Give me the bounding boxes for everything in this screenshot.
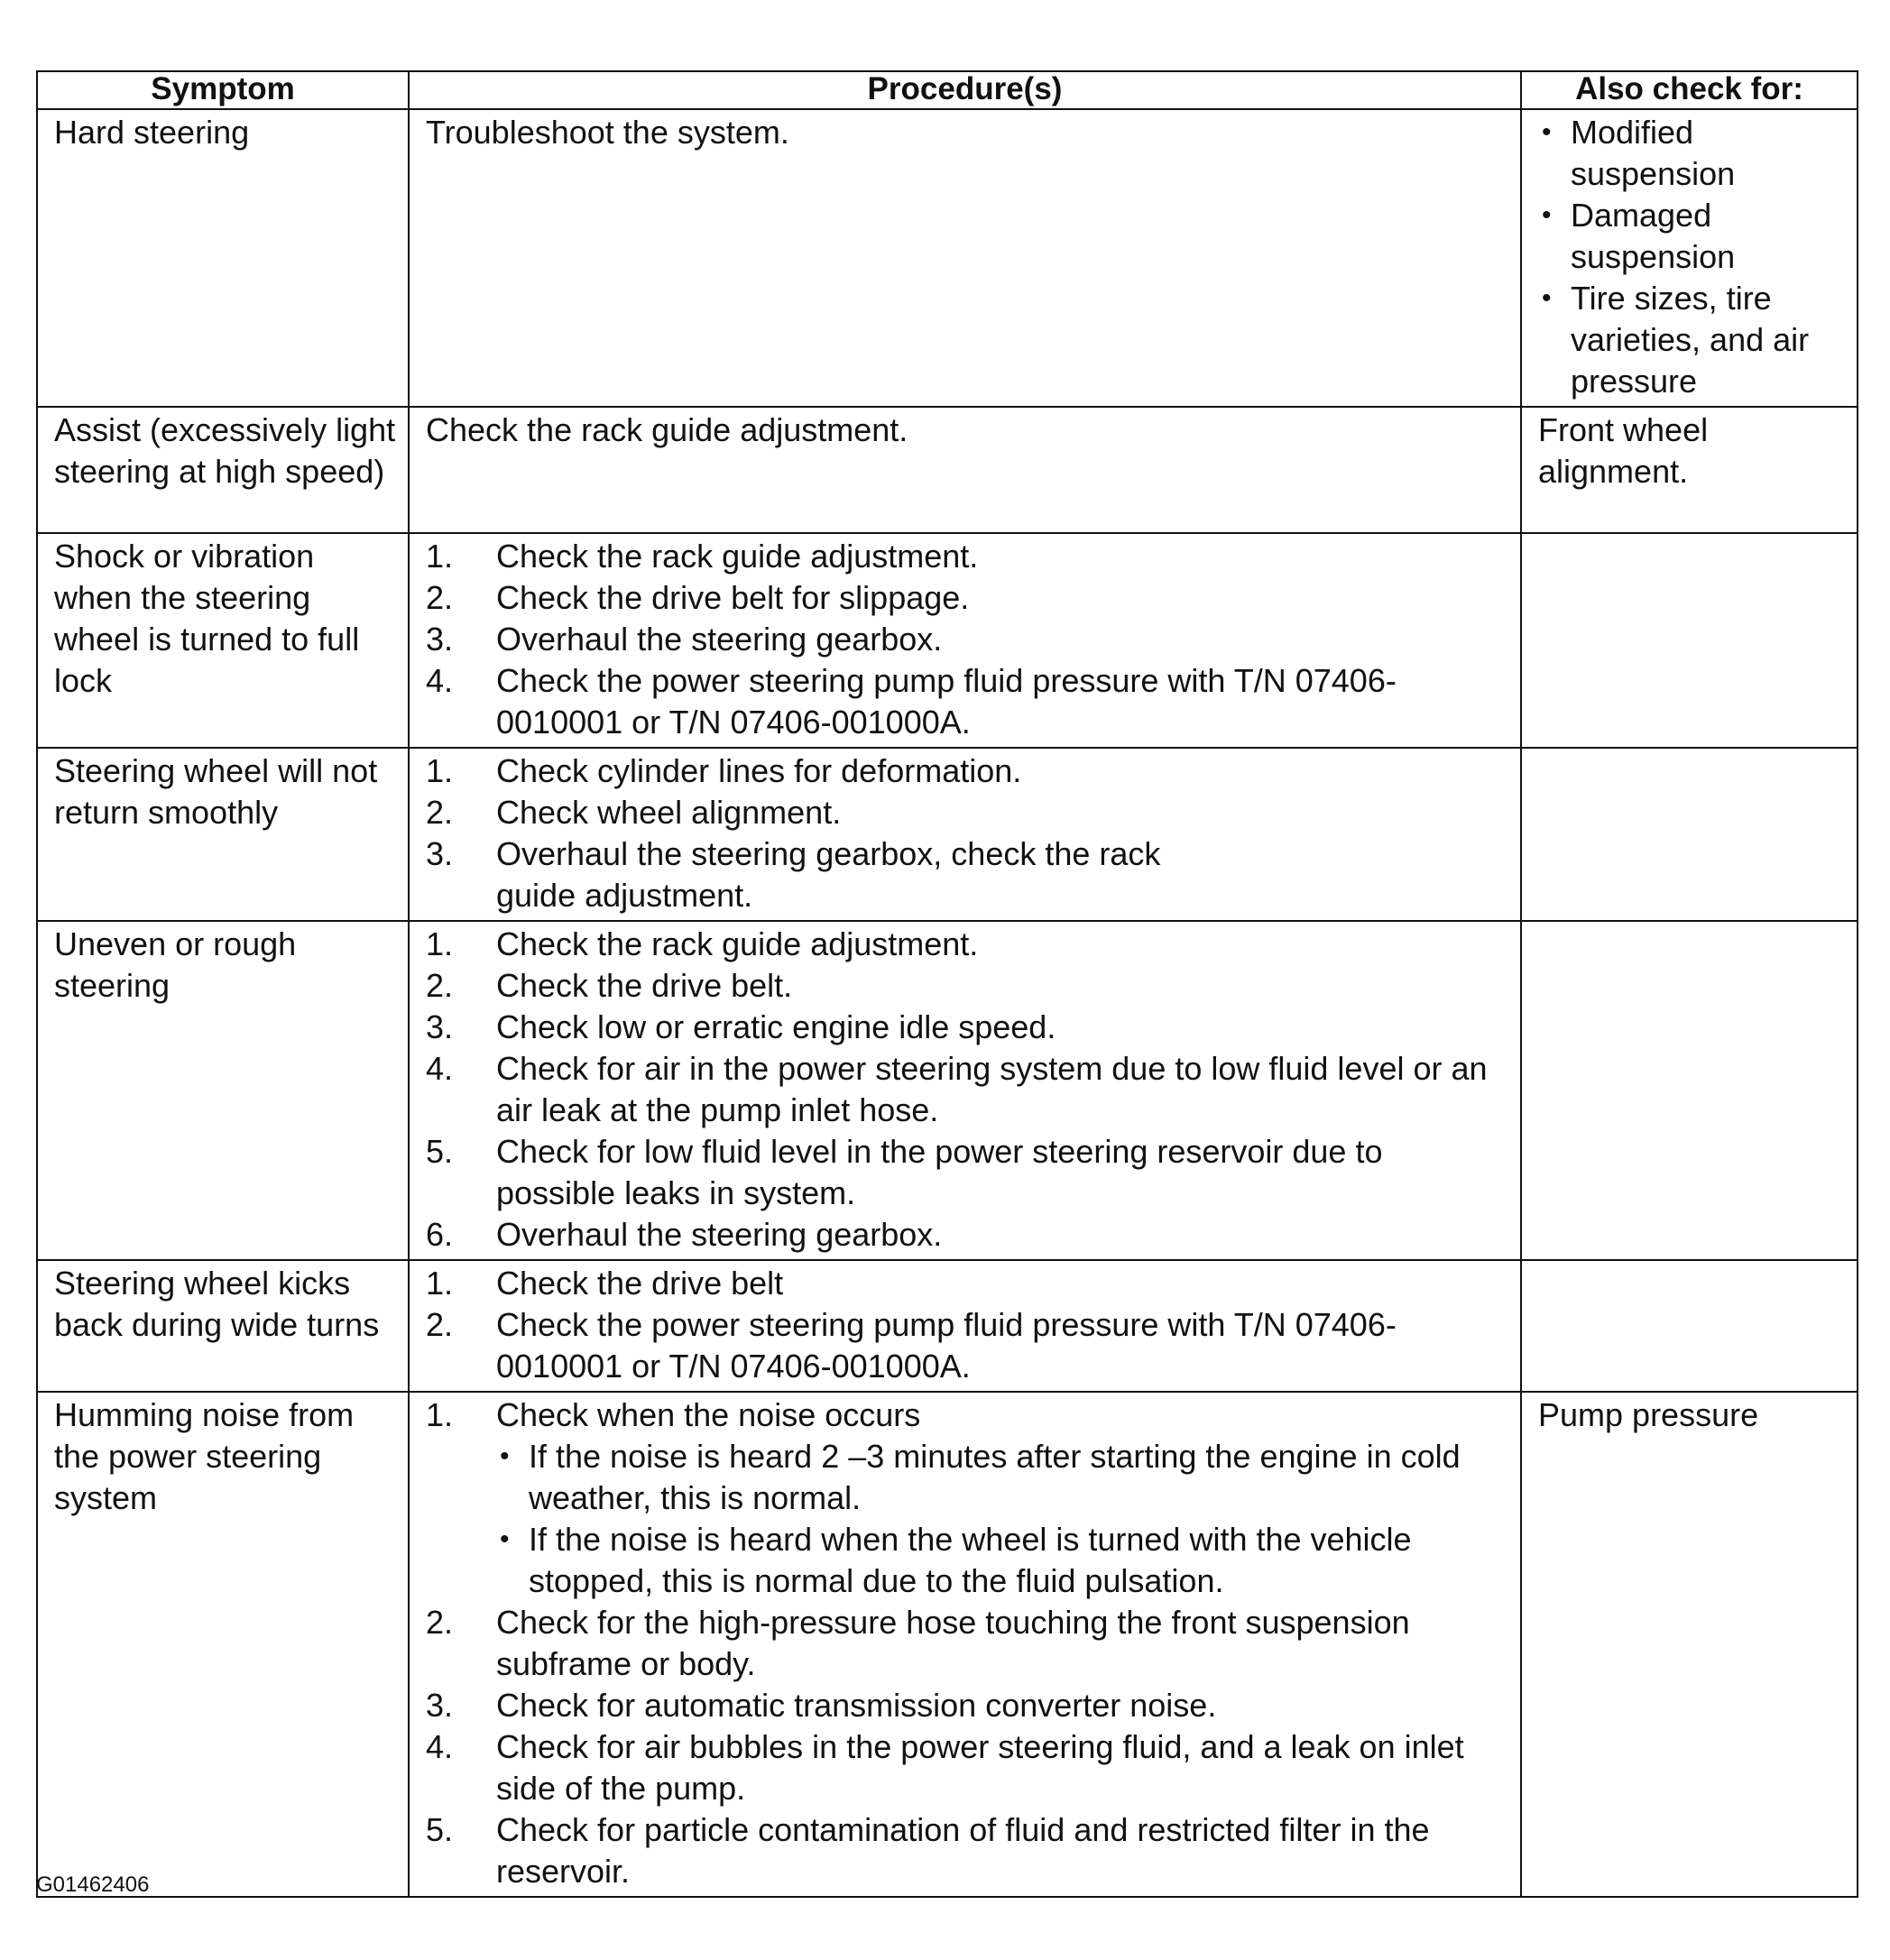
procedure-step [426,1304,1509,1387]
step-text: Check the drive belt for slippage. [496,579,970,616]
procedure-cell [409,921,1521,1260]
procedure-step [426,1007,1509,1048]
step-text: Overhaul the steering gearbox, check the rack guide adjustment. [496,835,1161,914]
step-number: 4. [426,662,454,699]
step-text: Overhaul the steering gearbox. [496,621,943,658]
header-also-check: Also check for: [1521,71,1858,109]
figure-id: G01462406 [36,1873,150,1897]
procedure-steps [426,536,1509,743]
list-item [1538,112,1849,195]
list-item [496,1519,1509,1602]
sub-bullet-text: If the noise is heard 2 –3 minutes after starting the engine in cold weather, this is normal. [529,1438,1461,1516]
also-check-item: Damaged suspension [1571,197,1736,275]
step-number: 2. [426,1306,454,1343]
table-row [37,1260,1858,1392]
table-row [37,748,1858,921]
step-number: 1. [426,1396,454,1433]
step-number: 1. [426,538,454,575]
also-check-cell [1521,109,1858,407]
step-text: Check the rack guide adjustment. [496,925,979,962]
step-number: 2. [426,967,454,1004]
procedure-step [426,1726,1509,1809]
procedure-step [426,924,1509,965]
procedure-step [426,792,1509,833]
procedure-cell: Check the rack guide adjustment. [409,407,1521,533]
bullet-icon: • [500,1441,510,1471]
procedure-step [426,750,1509,792]
symptom-table [36,70,1858,1898]
header-procedures: Procedure(s) [409,71,1521,109]
procedure-cell [409,748,1521,921]
step-text: Check the power steering pump fluid pressure with T/N 07406-0010001 or T/N 07406-001000A. [496,1306,1397,1385]
procedure-step [426,1131,1509,1214]
also-check-item: Tire sizes, tire varieties, and air pressure [1571,280,1810,400]
symptom-cell: Hard steering [37,109,409,407]
procedure-step [426,1394,1509,1602]
also-check-cell [1521,533,1858,748]
also-check-list [1538,112,1849,402]
step-text: Check for low fluid level in the power steering reservoir due to possible leaks in system. [496,1133,1383,1211]
step-number: 1. [426,925,454,962]
step-text: Overhaul the steering gearbox. [496,1216,943,1253]
step-text: Check wheel alignment. [496,794,842,831]
procedure-step [426,965,1509,1007]
also-check-cell [1521,1260,1858,1392]
table-row [37,407,1858,533]
bullet-icon: • [500,1524,510,1554]
step-text: Check the power steering pump fluid pressure with T/N 07406-0010001 or T/N 07406-001000A. [496,662,1397,741]
symptom-cell: Shock or vibration when the steering wheel is turned to full lock [37,533,409,748]
procedure-cell [409,533,1521,748]
procedure-cell [409,1392,1521,1897]
procedure-step [426,1214,1509,1256]
procedure-steps [426,1263,1509,1387]
also-check-item: Modified suspension [1571,114,1736,192]
also-check-cell: Front wheel alignment. [1521,407,1858,533]
step-number: 3. [426,1008,454,1045]
procedure-step [426,1602,1509,1685]
symptom-cell: Steering wheel kicks back during wide turns [37,1260,409,1392]
table-row [37,1392,1858,1897]
step-text: Check when the noise occurs [496,1396,921,1433]
procedure-step [426,1048,1509,1131]
step-text: Check the rack guide adjustment. [496,538,979,575]
procedure-step [426,536,1509,577]
sub-bullet-list [496,1436,1509,1602]
procedure-steps [426,924,1509,1256]
step-text: Check for air in the power steering system due to low fluid level or an air leak at the pump inlet hose. [496,1050,1488,1128]
list-item [496,1436,1509,1519]
symptom-cell: Uneven or rough steering [37,921,409,1260]
step-number: 5. [426,1811,454,1848]
procedure-step [426,833,1509,916]
step-number: 4. [426,1050,454,1087]
table-row [37,109,1858,407]
step-number: 3. [426,1687,454,1724]
step-number: 2. [426,794,454,831]
procedure-steps [426,1394,1509,1892]
procedure-step [426,1809,1509,1892]
list-item [1538,195,1849,278]
symptom-cell: Assist (excessively light steering at high speed) [37,407,409,533]
procedure-steps [426,750,1509,916]
table-row [37,921,1858,1260]
procedure-step [426,1685,1509,1726]
step-text: Check for the high-pressure hose touching the front suspension subframe or body. [496,1604,1410,1682]
symptom-cell: Steering wheel will not return smoothly [37,748,409,921]
step-number: 6. [426,1216,454,1253]
procedure-step [426,577,1509,619]
step-number: 2. [426,1604,454,1641]
bullet-icon: • [1542,283,1552,313]
step-text: Check cylinder lines for deformation. [496,752,1022,789]
step-text: Check the drive belt. [496,967,793,1004]
procedure-cell [409,1260,1521,1392]
list-item [1538,278,1849,402]
step-number: 1. [426,752,454,789]
step-text: Check for air bubbles in the power steering fluid, and a leak on inlet side of the pump. [496,1728,1464,1807]
step-number: 3. [426,621,454,658]
table-header-row [37,71,1858,109]
procedure-cell: Troubleshoot the system. [409,109,1521,407]
bullet-icon: • [1542,200,1552,230]
step-number: 4. [426,1728,454,1765]
step-text: Check for automatic transmission converter noise. [496,1687,1217,1724]
also-check-cell [1521,748,1858,921]
step-number: 3. [426,835,454,872]
step-text: Check low or erratic engine idle speed. [496,1008,1056,1045]
step-number: 5. [426,1133,454,1170]
procedure-step [426,1263,1509,1304]
procedure-step [426,619,1509,660]
step-number: 1. [426,1265,454,1302]
header-symptom: Symptom [37,71,409,109]
also-check-cell: Pump pressure [1521,1392,1858,1897]
sub-bullet-text: If the noise is heard when the wheel is turned with the vehicle stopped, this is normal due to the fluid pulsation. [529,1521,1412,1599]
step-text: Check for particle contamination of fluid and restricted filter in the reservoir. [496,1811,1430,1890]
step-number: 2. [426,579,454,616]
table-row [37,533,1858,748]
bullet-icon: • [1542,117,1552,147]
procedure-step [426,660,1509,743]
step-text: Check the drive belt [496,1265,784,1302]
symptom-cell: Humming noise from the power steering system [37,1392,409,1897]
also-check-cell [1521,921,1858,1260]
